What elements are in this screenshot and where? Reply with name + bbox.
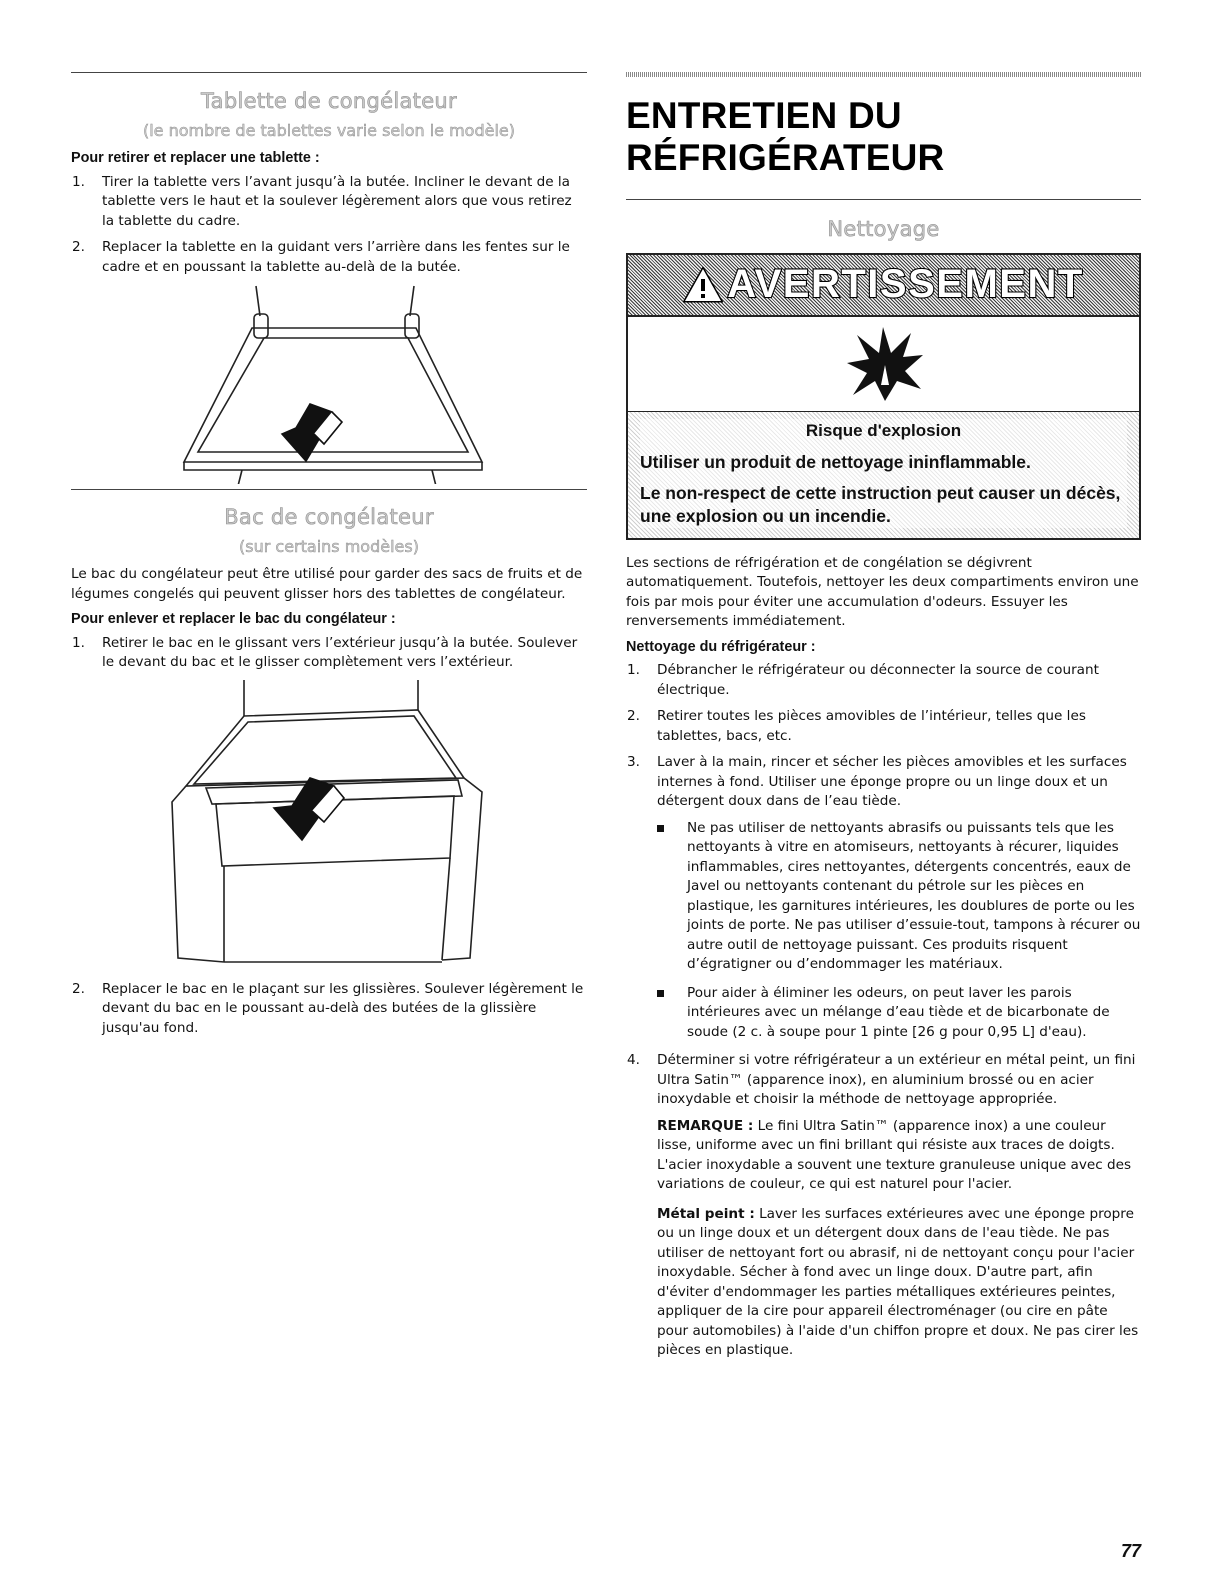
shelf-step-2: 2. Replacer la tablette en la guidant vers l’arrière dans les fentes sur le cadre et en poussant la tablette au-delà de la butée.	[72, 239, 570, 275]
bin-step-2: 2. Replacer le bac en le plaçant sur les glissières. Soulever légèrement le devant du bac en le poussant au-delà des butées de la glissière jusqu'au fond.	[72, 980, 584, 1036]
shelf-section-title: Tablette de congélateur	[201, 89, 457, 113]
cleaning-heading: Nettoyage du réfrigérateur :	[626, 638, 816, 655]
bin-steps-b	[71, 980, 587, 1039]
bin-intro: Le bac du congélateur peut être utilisé pour garder des sacs de fruits et de légumes congelés qui peuvent glisser hors des tablettes de congélateur.	[71, 566, 583, 602]
cleaning-steps	[626, 661, 1141, 812]
page-title: ENTRETIEN DU RÉFRIGÉRATEUR	[626, 95, 945, 178]
divider-rule	[71, 489, 587, 490]
warning-icon-area	[628, 317, 1139, 412]
top-rule-left	[71, 72, 587, 73]
shelf-step-1: 1. Tirer la tablette vers l’avant jusqu’à la butée. Incliner le devant de la tablette vers le haut et la soulever légèrement alors que vous retirez la tablette du cadre.	[72, 173, 572, 229]
warning-signal-word: AVERTISSEMENT	[727, 261, 1084, 306]
painted-metal-paragraph: Métal peint : Laver les surfaces extérieures avec une éponge propre ou un linge doux et un détergent doux dans de l'eau tiède. Ne pas utiliser de nettoyant fort ou abrasif, ni de nettoyant conçu pour l'acier inoxydable. Sécher à fond avec un linge doux. D'autre part, afin d'éviter d'endommager les parties métalliques extérieures peintes, appliquer de la cire pour appareil électroménager (ou cire en pâte pour automobiles) à l'aide d'un chiffon propre et doux. Ne pas cirer les pièces en plastique.	[657, 1205, 1139, 1358]
bullet-item: Ne pas utiliser de nettoyants abrasifs ou puissants tels que les nettoyants à vitre en atomiseurs, nettoyants à récurer, liquides inflammables, cires nettoyantes, détergents concentrés, eaux de Javel ou nettoyants contenant du pétrole sur les pièces en plastique, les garnitures intérieures, les doublures de porte ou les joints de porte. Ne pas utiliser d’essuie-tout, tampons à récurer ou autre outil de nettoyage puissant. Ces produits risquent d’égratigner ou d’endommager les matériaux.	[657, 819, 1141, 975]
shelf-illustration	[164, 284, 494, 484]
page-number: 77	[1120, 1541, 1141, 1561]
bin-step-1: 1. Retirer le bac en le glissant vers l’extérieur jusqu’à la butée. Soulever le devant du bac et le glisser complètement vers l’extérieur.	[72, 634, 578, 670]
warning-box	[626, 253, 1141, 540]
shelf-instructions-heading: Pour retirer et replacer une tablette :	[71, 150, 320, 166]
note-paragraph: REMARQUE : Le fini Ultra Satin™ (apparence inox) a une couleur lisse, uniforme avec un fini brillant qui résiste aux traces de doigts. L'acier inoxydable a souvent une texture granuleuse unique avec des variations de couleur, ce qui est naturel pour l'acier.	[657, 1117, 1132, 1192]
cleaning-section-title: Nettoyage	[827, 217, 940, 241]
shelf-steps	[71, 173, 587, 278]
bin-instructions-heading: Pour enlever et replacer le bac du congélateur :	[71, 611, 396, 627]
bin-steps-a	[71, 634, 587, 673]
cleaning-bullets	[657, 819, 1141, 1043]
warning-header	[628, 255, 1139, 317]
hazard-title: Risque d'explosion	[805, 420, 962, 440]
warning-triangle-icon	[683, 267, 723, 303]
left-column	[71, 72, 587, 1045]
title-rule	[626, 199, 1141, 200]
bin-illustration	[164, 680, 494, 970]
bin-section-title: Bac de congélateur	[224, 505, 434, 529]
bin-section-subtitle: (sur certains modèles)	[239, 536, 419, 556]
warning-line-2: Le non-respect de cette instruction peut causer un décès, une explosion ou un incendie.	[640, 482, 1121, 526]
bullet-item: Pour aider à éliminer les odeurs, on peut laver les parois intérieures avec un mélange d’eau tiède et de bicarbonate de soude (2 c. à soupe pour 1 pinte [26 g pour 0,95 L] d'eau).	[657, 984, 1141, 1043]
cleaning-step-3: 3. Laver à la main, rincer et sécher les pièces amovibles et les surfaces internes à fond. Utiliser une éponge propre ou un linge doux et un détergent doux dans de l’eau tiède.	[627, 754, 1127, 809]
shelf-section-subtitle: (le nombre de tablettes varie selon le modèle)	[142, 120, 515, 140]
warning-body	[628, 412, 1139, 538]
top-rule-right	[626, 72, 1141, 77]
right-column	[626, 72, 1141, 1361]
cleaning-step-4: 4. Déterminer si votre réfrigérateur a un extérieur en métal peint, un fini Ultra Satin™ (apparence inox), en aluminium brossé ou en acier inoxydable et choisir la méthode de nettoyage appropriée.	[627, 1052, 1136, 1107]
warning-line-1: Utiliser un produit de nettoyage ininflammable.	[640, 451, 1031, 472]
cleaning-intro: Les sections de réfrigération et de congélation se dégivrent automatiquement. Toutefois, nettoyer les deux compartiments environ une fois par mois pour éviter une accumulation d'odeurs. Essuyer les renversements immédiatement.	[626, 554, 1139, 629]
cleaning-step-1: 1. Débrancher le réfrigérateur ou déconnecter la source de courant électrique.	[627, 662, 1099, 698]
cleaning-step-2: 2. Retirer toutes les pièces amovibles de l’intérieur, telles que les tablettes, bacs, etc.	[627, 708, 1086, 744]
cleaning-steps-b	[626, 1051, 1141, 1110]
arrow-down-icon	[274, 778, 344, 840]
explosion-icon	[845, 325, 925, 405]
